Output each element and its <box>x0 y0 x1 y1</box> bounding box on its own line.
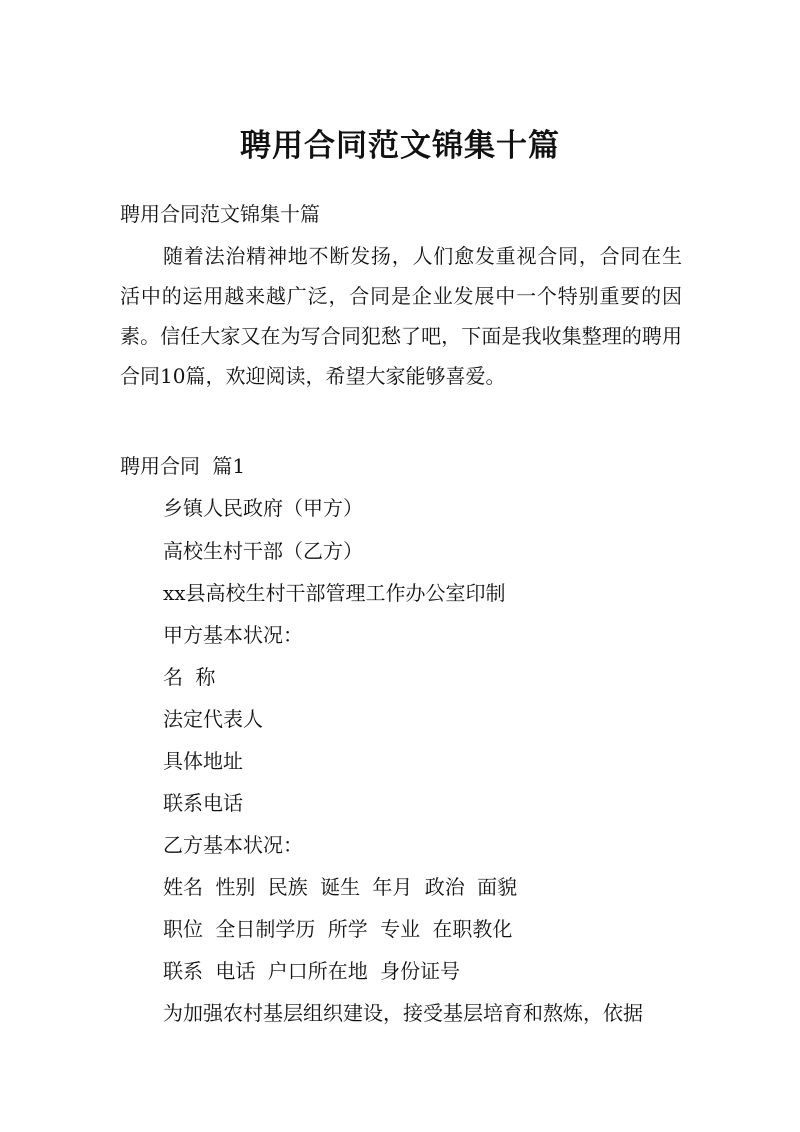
body-line: xx县高校生村干部管理工作办公室印制 <box>163 581 506 605</box>
body-line: 联系电话 <box>163 791 243 815</box>
body-line: 姓名 性别 民族 诞生 年月 政治 面貌 <box>163 875 518 899</box>
body-line: 联系 电话 户口所在地 身份证号 <box>163 959 461 983</box>
document-subtitle: 聘用合同范文锦集十篇 <box>120 202 320 226</box>
body-line: 名 称 <box>163 665 216 689</box>
intro-paragraph: 随着法治精神地不断发扬，人们愈发重视合同，合同在生活中的运用越来越广泛，合同是企业发展中一个特别重要的因素。信任大家又在为写合同犯愁了吧，下面是我收集整理的聘用合同10篇，欢迎阅读，希望大家能够喜爱。 <box>120 244 682 388</box>
document-title: 聘用合同范文锦集十篇 <box>240 128 560 164</box>
body-line: 甲方基本状况： <box>163 623 303 647</box>
section-heading: 聘用合同 篇1 <box>120 454 246 478</box>
body-line: 为加强农村基层组织建设，接受基层培育和熬炼，依据 <box>163 1001 643 1025</box>
body-line: 乡镇人民政府（甲方） <box>163 496 363 520</box>
body-line: 法定代表人 <box>163 707 263 731</box>
body-line: 具体地址 <box>163 749 243 773</box>
body-line: 高校生村干部（乙方） <box>163 539 363 563</box>
body-line: 职位 全日制学历 所学 专业 在职教化 <box>163 917 513 941</box>
body-line: 乙方基本状况： <box>163 833 303 857</box>
